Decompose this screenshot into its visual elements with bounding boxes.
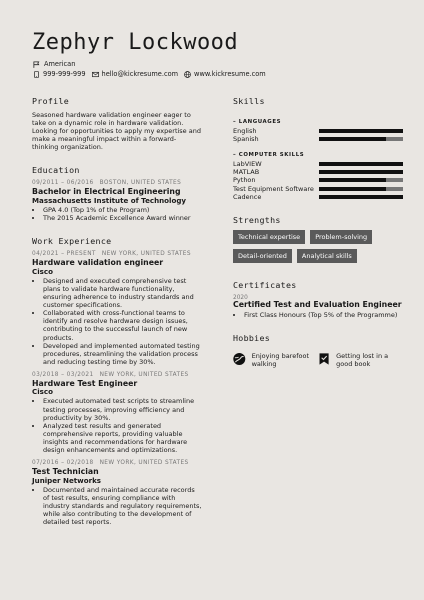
skill-level-bar bbox=[319, 170, 403, 174]
phone-number: 999-999-999 bbox=[43, 70, 86, 78]
experience-location: NEW YORK, UNITED STATES bbox=[101, 251, 191, 258]
certificates-section bbox=[233, 280, 403, 319]
computer-skill-row bbox=[233, 160, 403, 168]
mail-icon bbox=[92, 71, 99, 78]
certificate-year: 2020 bbox=[233, 295, 248, 302]
candidate-name: Zephyr Lockwood bbox=[32, 30, 239, 55]
experience-role: Hardware validation engineer bbox=[32, 258, 164, 268]
experience-dates: 03/2018 – 03/2021 bbox=[32, 371, 94, 378]
skill-name: LabVIEW bbox=[233, 159, 262, 168]
education-entry bbox=[32, 180, 202, 222]
right-column bbox=[233, 96, 403, 368]
bookmark-icon bbox=[318, 351, 330, 367]
computer-skill-row bbox=[233, 184, 403, 192]
experience-bullet: • Collaborated with cross-functional teams to identify and resolve hardware design issues, contributing to the successful launch of new products. bbox=[43, 309, 202, 341]
website-url[interactable]: www.kickresume.com bbox=[194, 70, 266, 78]
skill-level-fill bbox=[319, 195, 403, 199]
globe-icon bbox=[184, 71, 191, 78]
skill-name: English bbox=[233, 127, 257, 136]
experience-title: Work Experience bbox=[32, 236, 112, 247]
skill-name: Cadence bbox=[233, 192, 262, 201]
profile-text: Seasoned hardware validation engineer eager to take on a dynamic role in hardware validation. Looking for opportunities to apply my expertise and make a meaningful impact within a forward-thinking organization. bbox=[32, 111, 201, 152]
experience-entry bbox=[32, 251, 202, 366]
education-bullets bbox=[32, 206, 202, 222]
hobby-text: Getting lost in a good book bbox=[336, 351, 389, 368]
experience-section bbox=[32, 236, 202, 526]
hobby-item bbox=[233, 351, 318, 368]
education-location: BOSTON, UNITED STATES bbox=[99, 180, 182, 187]
skill-name: MATLAB bbox=[233, 168, 260, 177]
skill-level-bar bbox=[319, 129, 403, 133]
certificate-bullet: • First Class Honours (Top 5% of the Programme) bbox=[244, 311, 403, 319]
phone-icon bbox=[33, 71, 40, 78]
experience-company: Cisco bbox=[32, 387, 53, 397]
experience-bullet: • Designed and executed comprehensive test plans to validate hardware functionality, ensuring adherence to industry standards and customer specifications. bbox=[43, 277, 202, 309]
computer-skill-row bbox=[233, 193, 403, 201]
skills-title: Skills bbox=[233, 96, 265, 106]
experience-entry bbox=[32, 372, 202, 454]
skill-level-fill bbox=[319, 137, 386, 141]
skill-name: Spanish bbox=[233, 135, 259, 144]
education-section bbox=[32, 165, 202, 222]
strength-tags bbox=[233, 230, 403, 263]
experience-company: Juniper Networks bbox=[32, 475, 102, 485]
education-bullet: • The 2015 Academic Excellence Award winner bbox=[43, 214, 202, 222]
experience-location: NEW YORK, UNITED STATES bbox=[99, 371, 189, 378]
education-school: Massachusetts Institute of Technology bbox=[32, 196, 187, 206]
computer-skills-subtitle-text: COMPUTER SKILLS bbox=[238, 151, 305, 158]
flag-icon bbox=[33, 61, 40, 68]
skill-level-fill bbox=[319, 178, 386, 182]
skill-name: Test Equipment Software bbox=[233, 184, 314, 193]
languages-subtitle-text: LANGUAGES bbox=[238, 119, 282, 125]
computer-skills-subtitle: – COMPUTER SKILLS bbox=[233, 151, 305, 158]
nationality: American bbox=[44, 60, 76, 68]
education-dates: 09/2011 – 06/2016 bbox=[32, 180, 94, 187]
experience-bullet: • Analyzed test results and generated comprehensive reports, providing valuable insights and recommendations for hardware design enhancements and optimizations. bbox=[43, 422, 202, 454]
strength-tag: Problem-solving bbox=[310, 230, 372, 244]
hobbies-section bbox=[233, 333, 403, 368]
education-bullet: • GPA 4.0 (Top 1% of the Program) bbox=[43, 206, 202, 214]
skill-level-bar bbox=[319, 137, 403, 141]
certificate-name: Certified Test and Evaluation Engineer bbox=[233, 300, 402, 310]
left-column bbox=[32, 96, 202, 532]
experience-role: Hardware Test Engineer bbox=[32, 378, 138, 388]
skill-level-bar bbox=[319, 178, 403, 182]
skills-section bbox=[233, 96, 403, 201]
strength-tag: Detail-oriented bbox=[233, 249, 292, 263]
nationality-row bbox=[33, 60, 75, 68]
experience-role: Test Technician bbox=[32, 467, 99, 477]
experience-entry bbox=[32, 460, 202, 526]
hobbies-list bbox=[233, 351, 403, 368]
skill-level-fill bbox=[319, 170, 403, 174]
computer-skills-list bbox=[233, 160, 403, 201]
hobby-text: Enjoying barefoot walking bbox=[251, 351, 309, 368]
experience-bullets bbox=[32, 397, 202, 454]
skill-name: Python bbox=[233, 176, 256, 185]
experience-company: Cisco bbox=[32, 266, 53, 276]
experience-meta bbox=[32, 460, 202, 466]
experience-location: NEW YORK, UNITED STATES bbox=[99, 460, 189, 467]
language-row bbox=[233, 127, 403, 135]
profile-section bbox=[32, 96, 202, 151]
languages-list bbox=[233, 127, 403, 144]
experience-bullets bbox=[32, 486, 202, 526]
website-contact[interactable] bbox=[184, 70, 266, 78]
experience-dates: 04/2021 – PRESENT bbox=[32, 251, 96, 258]
hobby-item bbox=[318, 351, 403, 368]
phone-contact bbox=[33, 70, 86, 78]
strength-tag: Technical expertise bbox=[233, 230, 305, 244]
education-degree: Bachelor in Electrical Engineering bbox=[32, 187, 181, 197]
contact-row bbox=[33, 70, 266, 78]
computer-skill-row bbox=[233, 168, 403, 176]
strengths-title: Strengths bbox=[233, 215, 281, 226]
experience-dates: 07/2016 – 02/2018 bbox=[32, 460, 94, 467]
walking-icon bbox=[233, 351, 246, 367]
certificate-bullets bbox=[233, 311, 403, 319]
experience-bullet: • Developed and implemented automated testing procedures, streamlining the validation process and reducing testing time by 30%. bbox=[43, 342, 202, 366]
skill-level-bar bbox=[319, 162, 403, 166]
language-row bbox=[233, 135, 403, 143]
email-contact[interactable] bbox=[92, 70, 179, 78]
experience-bullet: • Documented and maintained accurate records of test results, ensuring compliance with industry standards and regulatory requirements, while also contributing to the development of detailed test reports. bbox=[43, 486, 202, 526]
experience-bullets bbox=[32, 277, 202, 366]
hobbies-title: Hobbies bbox=[233, 332, 271, 343]
skill-level-fill bbox=[319, 162, 403, 166]
strengths-section bbox=[233, 215, 403, 263]
experience-meta bbox=[32, 251, 202, 257]
email-address[interactable]: hello@kickresume.com bbox=[101, 70, 179, 78]
computer-skill-row bbox=[233, 176, 403, 184]
languages-subtitle: – LANGUAGES bbox=[233, 119, 282, 125]
skill-level-fill bbox=[319, 129, 403, 133]
skill-level-bar bbox=[319, 195, 403, 199]
strength-tag: Analytical skills bbox=[297, 249, 357, 263]
education-meta bbox=[32, 180, 202, 186]
experience-bullet: • Executed automated test scripts to streamline testing processes, improving efficiency and productivity by 30%. bbox=[43, 397, 202, 421]
certificates-title: Certificates bbox=[233, 280, 297, 291]
experience-meta bbox=[32, 372, 202, 378]
education-title: Education bbox=[32, 165, 80, 176]
skill-level-fill bbox=[319, 187, 386, 191]
profile-title: Profile bbox=[32, 96, 70, 106]
skill-level-bar bbox=[319, 187, 403, 191]
